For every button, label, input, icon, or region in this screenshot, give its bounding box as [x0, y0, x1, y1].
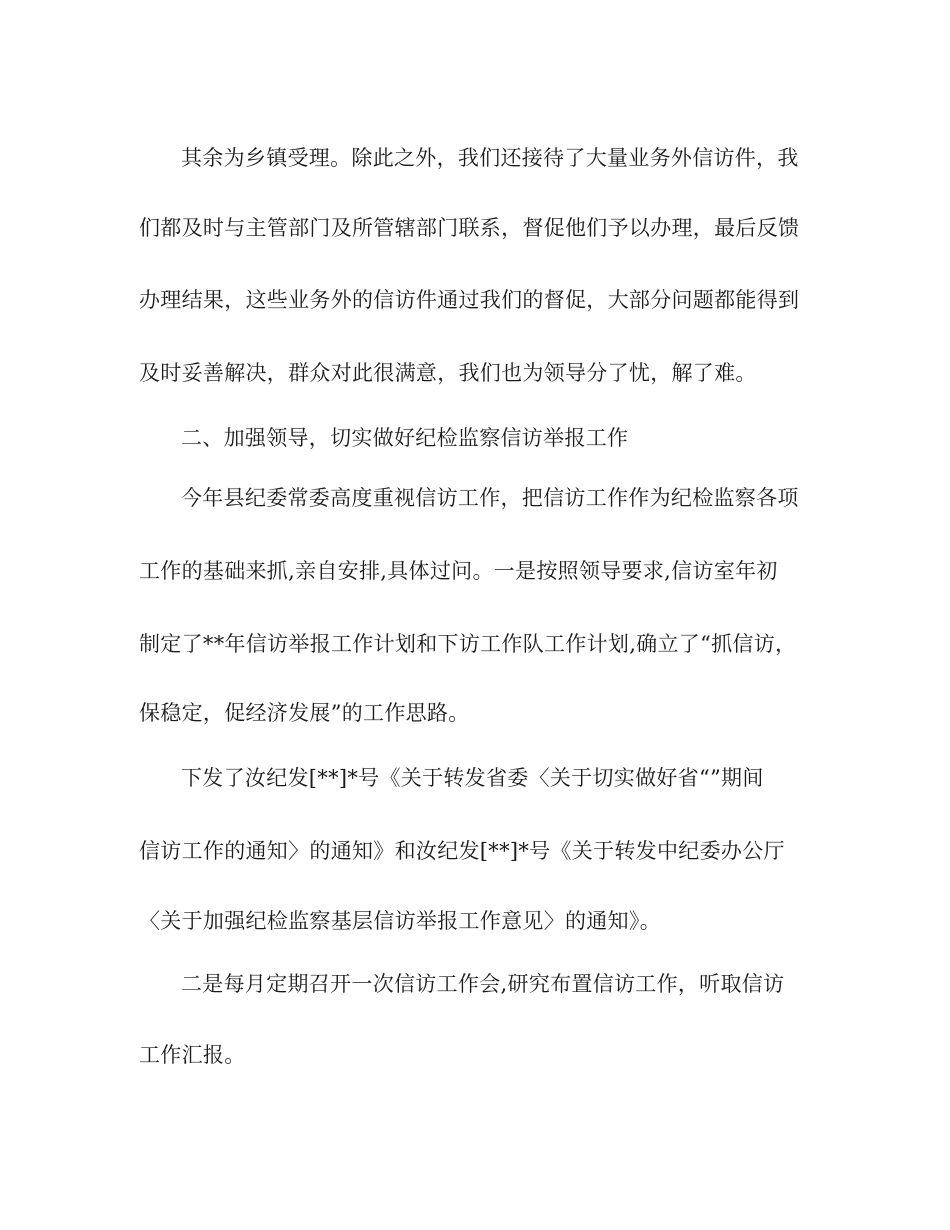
text-line-13: 二是每月定期召开一次信访工作会,研究布置信访工作，听取信访 [181, 972, 785, 996]
text-line-11: 信访工作的通知〉的通知》和汝纪发[**]*号《关于转发中纪委办公厅 [139, 839, 785, 863]
text-line-10: 下发了汝纪发[**]*号《关于转发省委〈关于切实做好省“”期间 [181, 766, 764, 790]
text-line-3: 办理结果，这些业务外的信访件通过我们的督促，大部分问题都能得到 [139, 288, 800, 312]
text-line-12: 〈关于加强纪检监察基层信访举报工作意见〉的通知》。 [139, 909, 661, 933]
section-heading: 二、加强领导，切实做好纪检监察信访举报工作 [181, 426, 629, 450]
text-line-6: 今年县纪委常委高度重视信访工作，把信访工作作为纪检监察各项 [181, 486, 799, 510]
text-line-2: 们都及时与主管部门及所管辖部门联系，督促他们予以办理，最后反馈 [139, 216, 800, 240]
text-line-7: 工作的基础来抓,亲自安排,具体过问。一是按照领导要求,信访室年初 [139, 559, 778, 583]
text-line-9: 保稳定，促经济发展”的工作思路。 [139, 701, 470, 725]
text-line-4: 及时妥善解决，群众对此很满意，我们也为领导分了忧，解了难。 [139, 361, 757, 385]
text-line-14: 工作汇报。 [139, 1043, 246, 1067]
text-line-8: 制定了**年信访举报工作计划和下访工作队工作计划,确立了“抓信访， [139, 632, 797, 656]
text-line-1: 其余为乡镇受理。除此之外，我们还接待了大量业务外信访件，我 [181, 146, 799, 170]
